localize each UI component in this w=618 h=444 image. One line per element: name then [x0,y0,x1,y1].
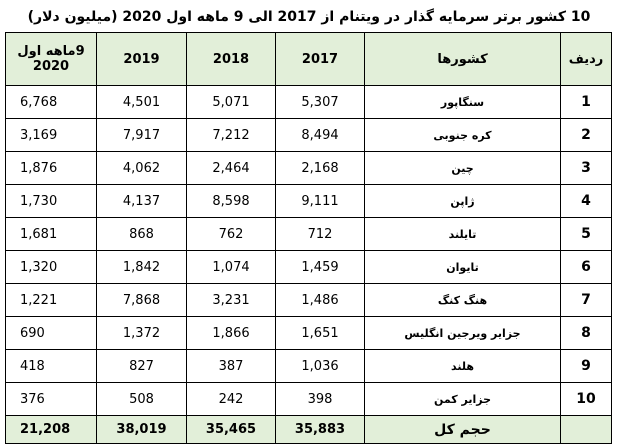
cell-rank: 9 [561,350,612,383]
cell-2018: 7,212 [187,119,276,152]
table-row [6,119,612,152]
cell-2017: 5,307 [276,86,365,119]
cell-2019: 1,842 [97,251,187,284]
cell-2019: 868 [97,218,187,251]
total-label: حجم کل [365,416,561,444]
cell-2017: 9,111 [276,185,365,218]
cell-country: هلند [365,350,561,383]
cell-2018: 3,231 [187,284,276,317]
cell-2018: 2,464 [187,152,276,185]
table-row [6,350,612,383]
total-9m-2020: 21,208 [6,416,97,444]
cell-2019: 508 [97,383,187,416]
cell-9m-2020: 1,320 [6,251,97,284]
cell-country: جزایر کمن [365,383,561,416]
cell-2018: 387 [187,350,276,383]
total-2017: 35,883 [276,416,365,444]
cell-country: جزایر ویرجین انگلیس [365,317,561,350]
cell-9m-2020: 1,876 [6,152,97,185]
table-title: 10 کشور برتر سرمایه گذار در ویتنام از 2017 الی 9 ماهه اول 2020 (میلیون دلار) [27,9,591,25]
cell-rank: 7 [561,284,612,317]
cell-2017: 1,459 [276,251,365,284]
cell-rank: 8 [561,317,612,350]
cell-2017: 1,036 [276,350,365,383]
cell-2017: 398 [276,383,365,416]
header-2018: 2018 [187,33,276,86]
cell-2017: 8,494 [276,119,365,152]
total-2018: 35,465 [187,416,276,444]
cell-9m-2020: 1,221 [6,284,97,317]
header-9m-2020: 9ماهه اول 2020 [6,33,97,86]
table-row [6,251,612,284]
cell-rank: 2 [561,119,612,152]
cell-2018: 1,866 [187,317,276,350]
cell-rank: 3 [561,152,612,185]
header-row [6,33,612,86]
header-2017: 2017 [276,33,365,86]
investment-table [5,32,612,444]
cell-country: کره جنوبی [365,119,561,152]
cell-2019: 4,137 [97,185,187,218]
cell-2018: 1,074 [187,251,276,284]
cell-2017: 712 [276,218,365,251]
cell-2019: 1,372 [97,317,187,350]
table-row [6,284,612,317]
cell-9m-2020: 1,681 [6,218,97,251]
cell-2018: 5,071 [187,86,276,119]
table-row [6,152,612,185]
cell-rank: 4 [561,185,612,218]
table-row [6,317,612,350]
cell-2019: 4,501 [97,86,187,119]
cell-country: ژاپن [365,185,561,218]
cell-9m-2020: 6,768 [6,86,97,119]
header-2019: 2019 [97,33,187,86]
cell-2019: 4,062 [97,152,187,185]
cell-rank: 1 [561,86,612,119]
cell-2018: 242 [187,383,276,416]
header-countries: کشورها [365,33,561,86]
table-row [6,185,612,218]
cell-2019: 827 [97,350,187,383]
cell-2019: 7,917 [97,119,187,152]
cell-country: چین [365,152,561,185]
cell-9m-2020: 418 [6,350,97,383]
cell-9m-2020: 690 [6,317,97,350]
cell-country: تایلند [365,218,561,251]
cell-2018: 8,598 [187,185,276,218]
cell-2019: 7,868 [97,284,187,317]
cell-country: تایوان [365,251,561,284]
cell-rank: 5 [561,218,612,251]
cell-9m-2020: 3,169 [6,119,97,152]
table-row [6,86,612,119]
cell-country: سنگاپور [365,86,561,119]
total-row [6,416,612,444]
cell-2017: 1,651 [276,317,365,350]
total-2019: 38,019 [97,416,187,444]
cell-9m-2020: 376 [6,383,97,416]
table-row [6,383,612,416]
cell-9m-2020: 1,730 [6,185,97,218]
cell-2017: 1,486 [276,284,365,317]
cell-2018: 762 [187,218,276,251]
table-row [6,218,612,251]
cell-country: هنگ کنگ [365,284,561,317]
cell-rank: 10 [561,383,612,416]
cell-2017: 2,168 [276,152,365,185]
total-rank-empty [561,416,612,444]
header-rank: ردیف [561,33,612,86]
cell-rank: 6 [561,251,612,284]
